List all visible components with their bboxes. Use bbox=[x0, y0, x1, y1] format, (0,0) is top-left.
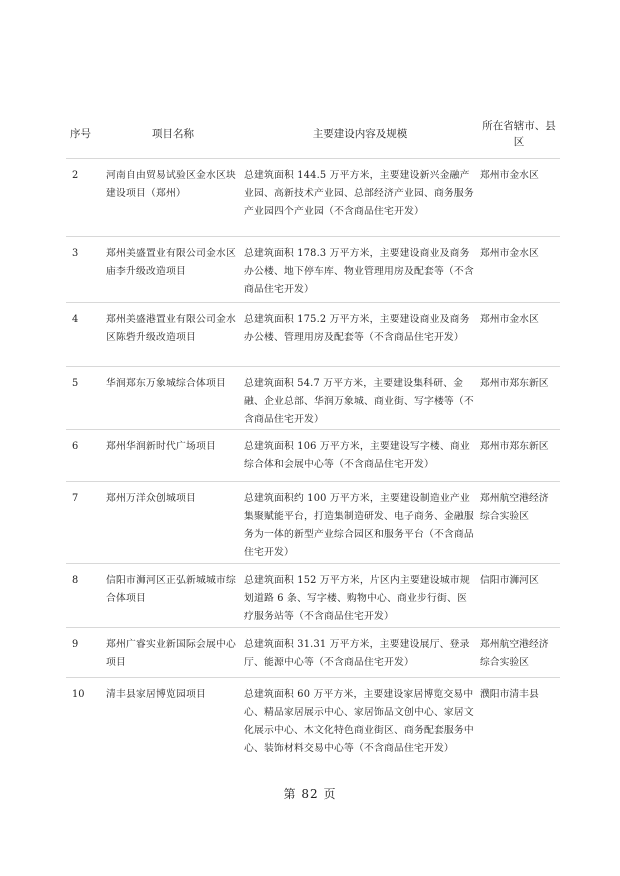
row-description: 总建筑面积 175.2 万平方米，主要建设商业及商务办公楼、管理用房及配套等（不含商品住宅开发） bbox=[242, 302, 478, 366]
row-no: 2 bbox=[66, 158, 104, 236]
row-project-name: 郑州万洋众创城项目 bbox=[104, 481, 242, 563]
row-location: 郑州航空港经济综合实验区 bbox=[478, 481, 560, 563]
header-no: 序号 bbox=[66, 111, 104, 158]
row-description: 总建筑面积 31.31 万平方米，主要建设展厅、登录厅、能源中心等（不含商品住宅开发） bbox=[242, 627, 478, 677]
row-description: 总建筑面积 60 万平方米，主要建设家居博览交易中心、精品家居展示中心、家居饰品文创中心、家居文化展示中心、木文化特色商业街区、商务配套服务中心、装饰材料交易中心等（不含商品住宅开发） bbox=[242, 677, 478, 767]
row-no: 8 bbox=[66, 563, 104, 627]
row-project-name: 华润郑东万象城综合体项目 bbox=[104, 366, 242, 429]
row-location: 濮阳市清丰县 bbox=[478, 677, 560, 767]
table-row bbox=[66, 481, 560, 563]
row-no: 5 bbox=[66, 366, 104, 429]
header-location: 所在省辖市、县区 bbox=[478, 111, 560, 158]
table-header-row bbox=[66, 111, 560, 158]
row-project-name: 河南自由贸易试验区金水区块建设项目（郑州） bbox=[104, 158, 242, 236]
row-location: 郑州市金水区 bbox=[478, 302, 560, 366]
row-location: 郑州市金水区 bbox=[478, 236, 560, 302]
row-description: 总建筑面积 178.3 万平方米，主要建设商业及商务办公楼、地下停车库、物业管理用房及配套等（不含商品住宅开发） bbox=[242, 236, 478, 302]
header-name: 项目名称 bbox=[104, 111, 242, 158]
page-number: 第 82 页 bbox=[283, 787, 337, 801]
row-project-name: 信阳市浉河区正弘新城城市综合体项目 bbox=[104, 563, 242, 627]
row-description: 总建筑面积 152 万平方米，片区内主要建设城市规划道路 6 条、写字楼、购物中心、商业步行街、医疗服务站等（不含商品住宅开发） bbox=[242, 563, 478, 627]
table-row bbox=[66, 563, 560, 627]
row-location: 郑州市郑东新区 bbox=[478, 429, 560, 481]
row-description: 总建筑面积 54.7 万平方米，主要建设集科研、金融、企业总部、华润万象城、商业街、写字楼等（不含商品住宅开发） bbox=[242, 366, 478, 429]
row-no: 7 bbox=[66, 481, 104, 563]
table-row bbox=[66, 366, 560, 429]
row-location: 郑州市金水区 bbox=[478, 158, 560, 236]
table-row bbox=[66, 236, 560, 302]
table-row bbox=[66, 158, 560, 236]
row-project-name: 郑州美盛港置业有限公司金水区陈砦升级改造项目 bbox=[104, 302, 242, 366]
document-page bbox=[66, 111, 560, 767]
row-no: 10 bbox=[66, 677, 104, 767]
header-desc: 主要建设内容及规模 bbox=[242, 111, 478, 158]
row-location: 郑州航空港经济综合实验区 bbox=[478, 627, 560, 677]
row-description: 总建筑面积 106 万平方米，主要建设写字楼、商业综合体和会展中心等（不含商品住宅开发） bbox=[242, 429, 478, 481]
row-project-name: 郑州华润新时代广场项目 bbox=[104, 429, 242, 481]
row-project-name: 郑州美盛置业有限公司金水区庙李升级改造项目 bbox=[104, 236, 242, 302]
row-no: 9 bbox=[66, 627, 104, 677]
row-description: 总建筑面积约 100 万平方米，主要建设制造业产业集聚赋能平台，打造集制造研发、电子商务、金融服务为一体的新型产业综合园区和服务平台（不含商品住宅开发） bbox=[242, 481, 478, 563]
table-row bbox=[66, 429, 560, 481]
table-row bbox=[66, 677, 560, 767]
row-project-name: 清丰县家居博览园项目 bbox=[104, 677, 242, 767]
project-table bbox=[66, 111, 560, 767]
table-row bbox=[66, 302, 560, 366]
row-project-name: 郑州广睿实业新国际会展中心项目 bbox=[104, 627, 242, 677]
row-location: 信阳市浉河区 bbox=[478, 563, 560, 627]
table-row bbox=[66, 627, 560, 677]
row-no: 6 bbox=[66, 429, 104, 481]
row-no: 4 bbox=[66, 302, 104, 366]
row-description: 总建筑面积 144.5 万平方米，主要建设新兴金融产业园、高新技术产业园、总部经济产业园、商务服务产业园四个产业园（不含商品住宅开发） bbox=[242, 158, 478, 236]
row-no: 3 bbox=[66, 236, 104, 302]
row-location: 郑州市郑东新区 bbox=[478, 366, 560, 429]
